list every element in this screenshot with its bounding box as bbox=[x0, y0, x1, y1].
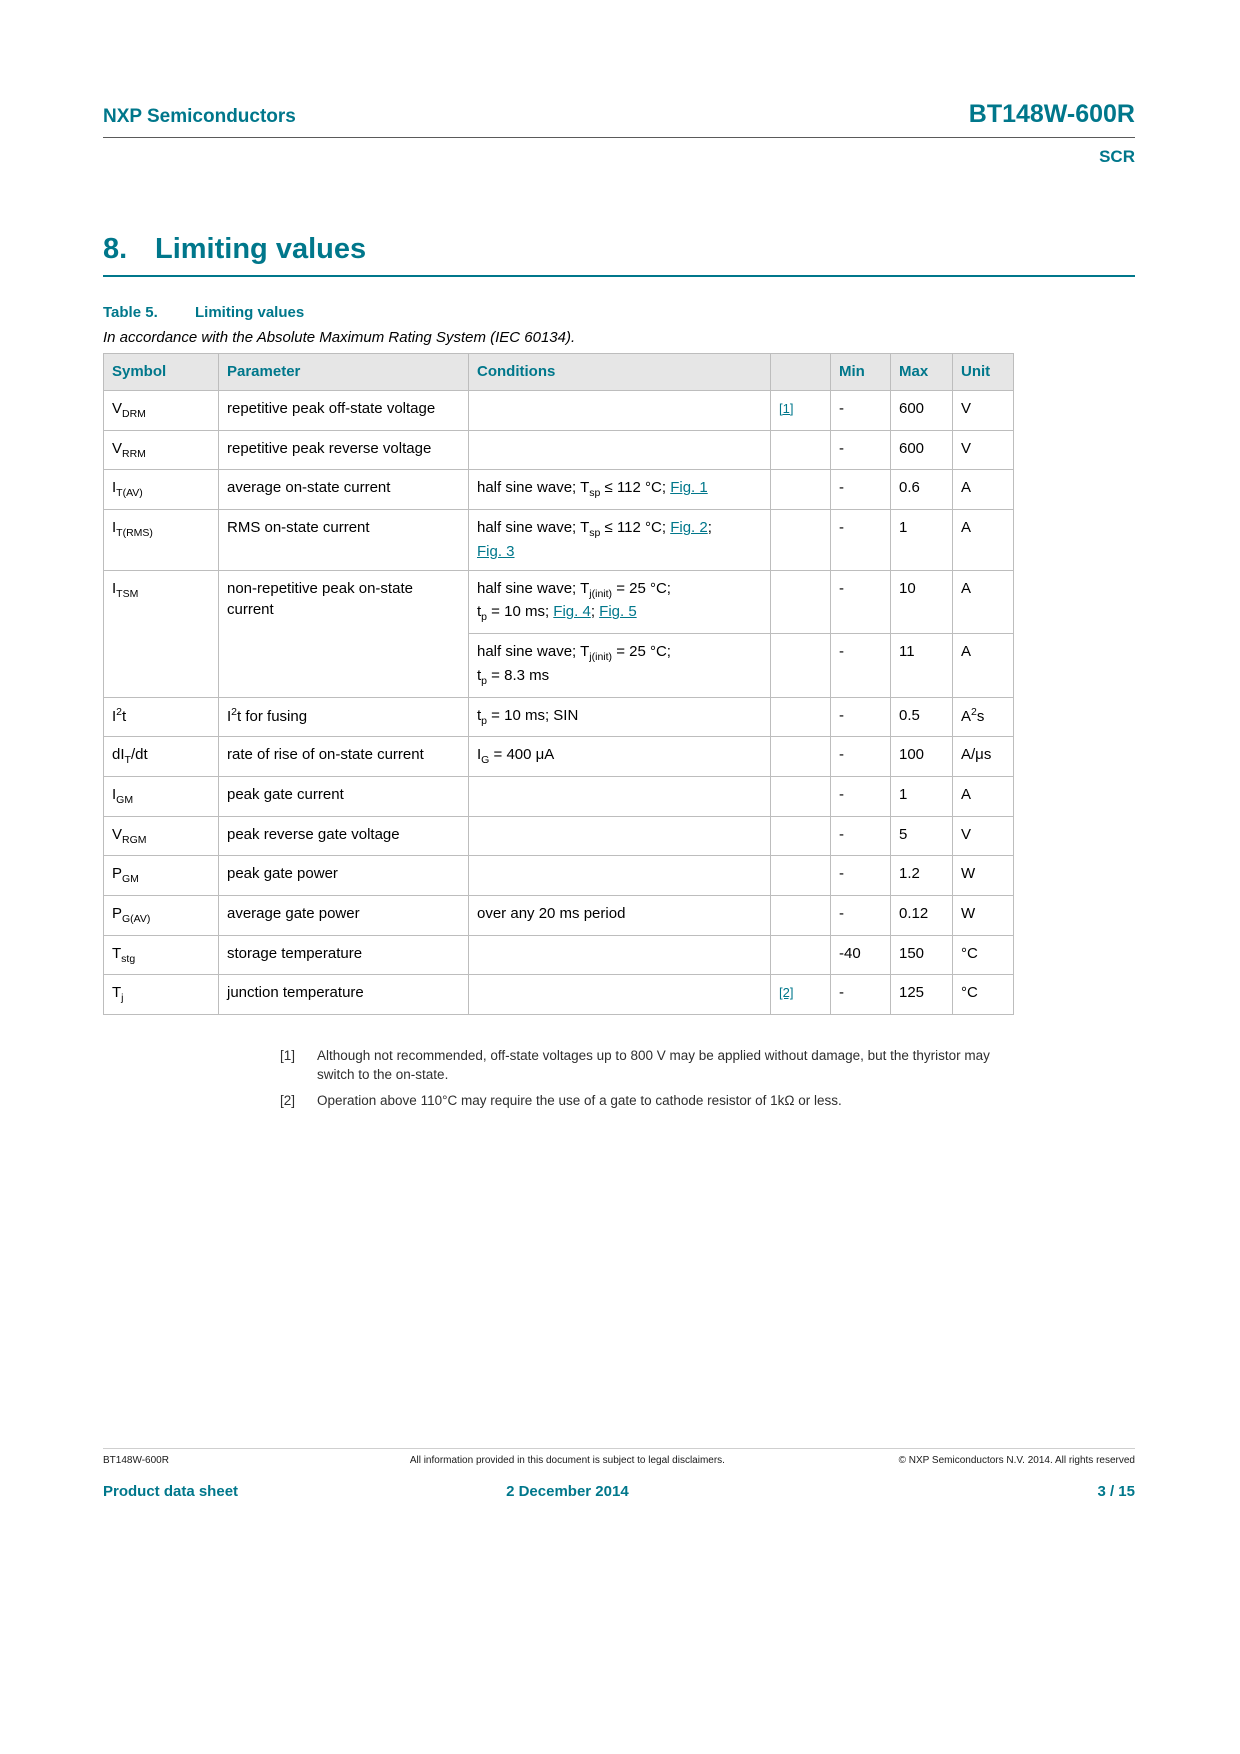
footnote-marker: [1] bbox=[280, 1048, 296, 1063]
unit-cell: V bbox=[953, 430, 1014, 470]
max-cell: 600 bbox=[891, 391, 953, 431]
footnote-marker: [2] bbox=[280, 1092, 296, 1108]
symbol-cell: $T_j$ bbox=[104, 975, 219, 1015]
table-row bbox=[104, 935, 1014, 975]
conditions-cell bbox=[469, 856, 771, 896]
max-cell: 0.6 bbox=[891, 470, 953, 510]
footer-disclaimer: All information provided in this document is subject to legal disclaimers. bbox=[409, 1455, 725, 1466]
device-type: SCR bbox=[1099, 147, 1135, 166]
conditions-cell bbox=[469, 935, 771, 975]
min-cell: - bbox=[831, 737, 891, 777]
figure-link[interactable]: Fig. 4 bbox=[553, 603, 591, 621]
publisher-name: NXP Semiconductors bbox=[103, 106, 296, 127]
footnote-ref-cell bbox=[771, 430, 831, 470]
conditions-cell: half sine wave; $T_{sp} \le 112$ °C; Fig. 1 bbox=[469, 470, 771, 510]
parameter-cell: non-repetitive peak on-state current bbox=[219, 570, 469, 697]
table-row bbox=[104, 816, 1014, 856]
unit-cell: A bbox=[953, 776, 1014, 816]
parameter-cell: rate of rise of on-state current bbox=[219, 737, 469, 777]
footnote-text: Operation above 110°C may require the use of a gate to cathode resistor of 1kΩ or less. bbox=[317, 1092, 842, 1108]
symbol-cell: $I_{T(RMS)}$ bbox=[104, 510, 219, 571]
conditions-cell bbox=[469, 391, 771, 431]
conditions-cell bbox=[469, 430, 771, 470]
max-cell: 0.12 bbox=[891, 895, 953, 935]
unit-cell: A bbox=[953, 510, 1014, 571]
part-number: BT148W-600R bbox=[968, 100, 1135, 128]
unit-cell: V bbox=[953, 816, 1014, 856]
min-cell: - bbox=[831, 510, 891, 571]
footnote-ref-cell bbox=[771, 816, 831, 856]
min-cell: - bbox=[831, 430, 891, 470]
parameter-cell: repetitive peak reverse voltage bbox=[219, 430, 469, 470]
symbol-cell: $I_{TSM}$ bbox=[104, 570, 219, 697]
document-header-row bbox=[103, 100, 1135, 138]
symbol-cell: $V_{DRM}$ bbox=[104, 391, 219, 431]
unit-cell: A bbox=[953, 634, 1014, 697]
column-header: Unit bbox=[953, 354, 1014, 391]
footer-date: 2 December 2014 bbox=[506, 1483, 629, 1500]
conditions-cell: half sine wave; $T_{j(init)} = 25$ °C; $t_p = 8.3$ ms bbox=[469, 634, 771, 697]
table-row bbox=[104, 470, 1014, 510]
parameter-cell: $I^2t$ for fusing bbox=[219, 697, 469, 737]
table-caption-title: Limiting values bbox=[195, 304, 305, 321]
footnote-ref-cell bbox=[771, 634, 831, 697]
max-cell: 1 bbox=[891, 510, 953, 571]
footer-page-number: 3 / 15 bbox=[1097, 1483, 1135, 1500]
max-cell: 0.5 bbox=[891, 697, 953, 737]
min-cell: - bbox=[831, 391, 891, 431]
column-header: Max bbox=[891, 354, 953, 391]
min-cell: - bbox=[831, 856, 891, 896]
parameter-cell: peak gate current bbox=[219, 776, 469, 816]
conditions-cell bbox=[469, 816, 771, 856]
symbol-cell: $P_{GM}$ bbox=[104, 856, 219, 896]
conditions-cell bbox=[469, 975, 771, 1015]
column-header: Min bbox=[831, 354, 891, 391]
footnote-ref-link[interactable]: [1] bbox=[779, 401, 794, 416]
table-row bbox=[104, 776, 1014, 816]
parameter-cell: storage temperature bbox=[219, 935, 469, 975]
min-cell: -40 bbox=[831, 935, 891, 975]
column-header: Symbol bbox=[104, 354, 219, 391]
unit-cell: A/μs bbox=[953, 737, 1014, 777]
table-row bbox=[104, 856, 1014, 896]
footnote-text: Although not recommended, off-state voltages up to 800 V may be applied without damage, but the thyristor may switch to the on-state. bbox=[317, 1048, 990, 1082]
column-header: Parameter bbox=[219, 354, 469, 391]
footer-copyright: © NXP Semiconductors N.V. 2014. All rights reserved bbox=[898, 1455, 1135, 1466]
table-row bbox=[104, 430, 1014, 470]
footnote-ref-cell bbox=[771, 895, 831, 935]
footer-doc-type: Product data sheet bbox=[103, 1483, 239, 1500]
max-cell: 10 bbox=[891, 570, 953, 633]
footnote-ref-cell bbox=[771, 737, 831, 777]
footnote-ref-cell bbox=[771, 935, 831, 975]
max-cell: 11 bbox=[891, 634, 953, 697]
table-note: In accordance with the Absolute Maximum Rating System (IEC 60134). bbox=[103, 329, 576, 346]
footnote-ref-cell bbox=[771, 391, 831, 431]
figure-link[interactable]: Fig. 5 bbox=[599, 603, 637, 621]
unit-cell: A bbox=[953, 470, 1014, 510]
conditions-cell bbox=[469, 776, 771, 816]
symbol-cell: $I_{GM}$ bbox=[104, 776, 219, 816]
footnote-ref-link[interactable]: [2] bbox=[779, 985, 794, 1001]
symbol-cell: $T_{stg}$ bbox=[104, 935, 219, 975]
footer-info-row bbox=[103, 1483, 1135, 1500]
column-header bbox=[771, 354, 831, 391]
unit-cell: °C bbox=[953, 935, 1014, 975]
footer-doc-id: BT148W-600R bbox=[103, 1455, 169, 1466]
unit-cell: A bbox=[953, 570, 1014, 633]
max-cell: 600 bbox=[891, 430, 953, 470]
footnotes bbox=[280, 1047, 1022, 1111]
figure-link[interactable]: Fig. 1 bbox=[670, 479, 708, 497]
min-cell: - bbox=[831, 776, 891, 816]
symbol-cell: $I_{T(AV)}$ bbox=[104, 470, 219, 510]
table-header-row bbox=[104, 354, 1014, 391]
max-cell: 1.2 bbox=[891, 856, 953, 896]
conditions-cell: $I_G = 400$ μA bbox=[469, 737, 771, 777]
footnote-ref-cell bbox=[771, 510, 831, 571]
table-row bbox=[104, 391, 1014, 431]
conditions-cell: half sine wave; $T_{j(init)} = 25$ °C; $t_p = 10$ ms; Fig. 4; Fig. 5 bbox=[469, 570, 771, 633]
parameter-cell: peak gate power bbox=[219, 856, 469, 896]
conditions-cell: $t_p = 10$ ms; SIN bbox=[469, 697, 771, 737]
section-number: 8. bbox=[103, 233, 128, 265]
parameter-cell: junction temperature bbox=[219, 975, 469, 1015]
unit-cell: W bbox=[953, 895, 1014, 935]
document-footer bbox=[103, 1448, 1135, 1500]
min-cell: - bbox=[831, 895, 891, 935]
footnote-ref-cell bbox=[771, 975, 831, 1015]
parameter-cell: peak reverse gate voltage bbox=[219, 816, 469, 856]
table-row bbox=[104, 737, 1014, 777]
footnote-ref-cell bbox=[771, 570, 831, 633]
figure-link[interactable]: Fig. 2 bbox=[670, 519, 708, 537]
min-cell: - bbox=[831, 697, 891, 737]
unit-cell: W bbox=[953, 856, 1014, 896]
max-cell: 5 bbox=[891, 816, 953, 856]
symbol-cell: $P_{G(AV)}$ bbox=[104, 895, 219, 935]
max-cell: 100 bbox=[891, 737, 953, 777]
section-title: Limiting values bbox=[155, 233, 367, 265]
table-row bbox=[104, 895, 1014, 935]
parameter-cell: average gate power bbox=[219, 895, 469, 935]
document-header bbox=[103, 100, 1135, 167]
max-cell: 1 bbox=[891, 776, 953, 816]
min-cell: - bbox=[831, 570, 891, 633]
parameter-cell: RMS on-state current bbox=[219, 510, 469, 571]
conditions-cell: over any 20 ms period bbox=[469, 895, 771, 935]
conditions-cell: half sine wave; $T_{sp} \le 112$ °C; Fig. 2; Fig. 3 bbox=[469, 510, 771, 571]
table-row bbox=[104, 510, 1014, 571]
footnote-ref-cell bbox=[771, 697, 831, 737]
table-row bbox=[104, 697, 1014, 737]
symbol-cell: $dI_T/dt$ bbox=[104, 737, 219, 777]
footer-legal-row bbox=[103, 1448, 1135, 1466]
footnote-ref-cell bbox=[771, 470, 831, 510]
min-cell: - bbox=[831, 470, 891, 510]
footnote bbox=[280, 1047, 1022, 1085]
max-cell: 125 bbox=[891, 975, 953, 1015]
unit-cell: V bbox=[953, 391, 1014, 431]
section-heading bbox=[103, 233, 1135, 266]
footnote bbox=[280, 1092, 1022, 1111]
table-caption-label: Table 5. bbox=[103, 304, 158, 321]
max-cell: 150 bbox=[891, 935, 953, 975]
section-rule bbox=[103, 275, 1135, 277]
parameter-cell: repetitive peak off-state voltage bbox=[219, 391, 469, 431]
footnote-ref-cell bbox=[771, 856, 831, 896]
table-caption bbox=[103, 304, 1135, 321]
limiting-values-table bbox=[103, 353, 1014, 1015]
min-cell: - bbox=[831, 634, 891, 697]
table-row bbox=[104, 570, 1014, 633]
unit-cell: $A^2s$ bbox=[953, 697, 1014, 737]
min-cell: - bbox=[831, 975, 891, 1015]
column-header: Conditions bbox=[469, 354, 771, 391]
footnote-ref-cell bbox=[771, 776, 831, 816]
symbol-cell: $V_{RRM}$ bbox=[104, 430, 219, 470]
min-cell: - bbox=[831, 816, 891, 856]
symbol-cell: $I^2t$ bbox=[104, 697, 219, 737]
parameter-cell: average on-state current bbox=[219, 470, 469, 510]
unit-cell: °C bbox=[953, 975, 1014, 1015]
symbol-cell: $V_{RGM}$ bbox=[104, 816, 219, 856]
figure-link[interactable]: Fig. 3 bbox=[477, 542, 515, 560]
table-row bbox=[104, 975, 1014, 1015]
